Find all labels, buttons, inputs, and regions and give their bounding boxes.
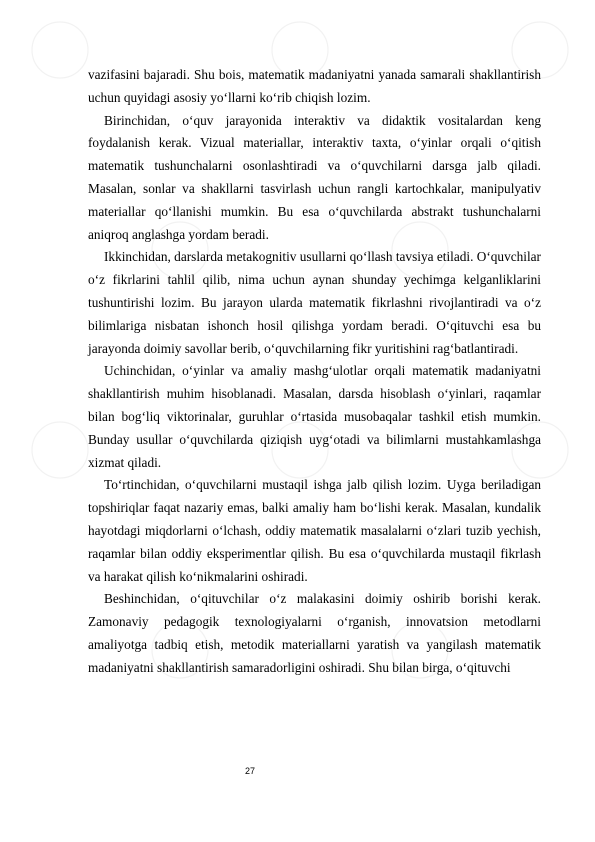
document-body: [88, 64, 541, 680]
paragraph-first-method: Birinchidan, o‘quv jarayonida interaktiv va didaktik vositalardan keng foydalanish kerak. Vizual materiallar, interaktiv taxta, o‘yinlar orqali o‘qitish matematik tushunchalarni osonlashtiradi va o‘quvchilarni darsga jalb qiladi. Masalan, sonlar va shakllarni tasvirlash uchun rangli kartochkalar, manipulyativ materiallar qo‘llanishi mumkin. Bu esa o‘quvchilarda abstrakt tushunchalarni aniqroq anglashga yordam beradi.: [88, 112, 541, 242]
paragraph-second-method: Ikkinchidan, darslarda metakognitiv usullarni qo‘llash tavsiya etiladi. O‘quvchilar o‘z fikrlarini tahlil qilib, nima uchun aynan shunday yechimga kelganliklarini tushuntirishi lozim. Bu jarayon ularda matematik fikrlashni rivojlantiradi va o‘z bilimlariga nisbatan ishonch hosil qilishga yordam beradi. O‘qituvchi esa bu jarayonda doimiy savollar berib, o‘quvchilarning fikr yuritishini rag‘batlantiradi.: [88, 249, 541, 356]
paragraph-fourth-method: To‘rtinchidan, o‘quvchilarni mustaqil ishga jalb qilish lozim. Uyga beriladigan topshiriqlar faqat nazariy emas, balki amaliy ham bo‘lishi kerak. Masalan, kundalik hayotdagi miqdorlarni o‘lchash, oddiy matematik masalalarni o‘zlari tuzib yechish, raqamlar bilan oddiy eksperimentlar qilish. Bu esa o‘quvchilarda mustaqil fikrlash va harakat qilish ko‘nikmalarini oshiradi.: [88, 477, 541, 584]
paragraph-fifth-method: Beshinchidan, o‘qituvchilar o‘z malakasini doimiy oshirib borishi kerak. Zamonaviy pedagogik texnologiyalarni o‘rganish, innovatsion metodlarni amaliyotga tadbiq etish, metodik materiallarni yaratish va yangilash matematik madaniyatni shakllantirish samaradorligini oshiradi. Shu bilan birga, o‘qituvchi: [88, 591, 541, 675]
paragraph-third-method: Uchinchidan, o‘yinlar va amaliy mashg‘ulotlar orqali matematik madaniyatni shakllantirish muhim hisoblanadi. Masalan, darsda hisoblash o‘yinlari, raqamlar bilan bog‘liq viktorinalar, guruhlar o‘rtasida musobaqalar tashkil etish mumkin. Bunday usullar o‘quvchilarda qiziqish uyg‘otadi va bilimlarni mustahkamlashga xizmat qiladi.: [88, 363, 541, 470]
paragraph-intro-continuation: vazifasini bajaradi. Shu bois, matematik madaniyatni yanada samarali shakllantirish uchun quyidagi asosiy yo‘llarni ko‘rib chiqish lozim.: [88, 67, 541, 105]
page-number: 27: [244, 766, 255, 776]
